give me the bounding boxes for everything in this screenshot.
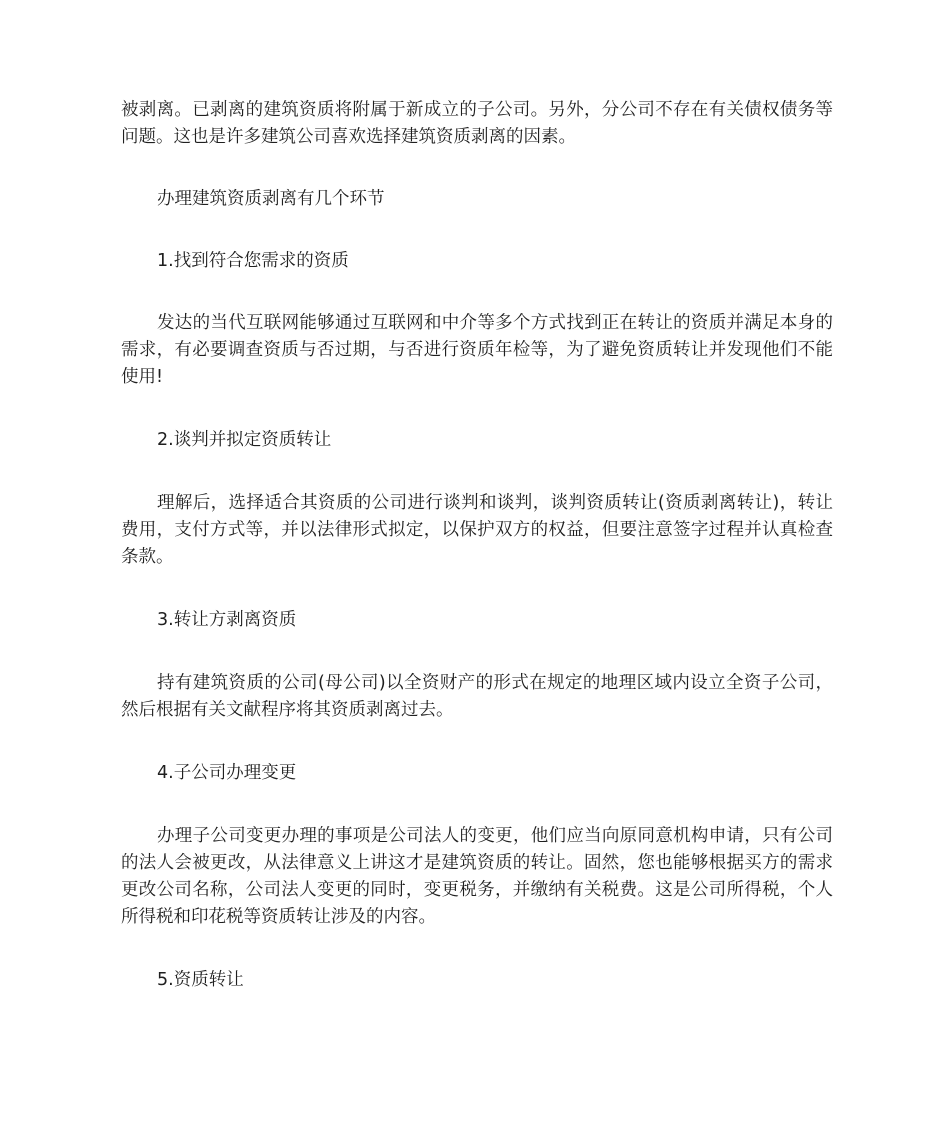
- body-paragraph: 被剥离。已剥离的建筑资质将附属于新成立的子公司。另外，分公司不存在有关债权债务等问题。这也是许多建筑公司喜欢选择建筑资质剥离的因素。: [121, 100, 833, 147]
- section-heading: 办理建筑资质剥离有几个环节: [157, 189, 385, 209]
- step-heading-4: 4.子公司办理变更: [157, 763, 297, 783]
- step-heading-1: 1.找到符合您需求的资质: [157, 251, 349, 271]
- step-heading-5: 5.资质转让: [157, 970, 244, 990]
- body-paragraph: 理解后，选择适合其资质的公司进行谈判和谈判，谈判资质转让(资质剥离转让)，转让费用，支付方式等，并以法律形式拟定，以保护双方的权益，但要注意签字过程并认真检查条款。: [121, 493, 833, 567]
- document-page: [121, 97, 833, 994]
- step-heading-2: 2.谈判并拟定资质转让: [157, 430, 332, 450]
- body-paragraph: 办理子公司变更办理的事项是公司法人的变更，他们应当向原同意机构申请，只有公司的法人会被更改，从法律意义上讲这才是建筑资质的转让。固然，您也能够根据买方的需求更改公司名称，公司法人变更的同时，变更税务，并缴纳有关税费。这是公司所得税，个人所得税和印花税等资质转让涉及的内容。: [121, 826, 833, 927]
- body-paragraph: 持有建筑资质的公司(母公司)以全资财产的形式在规定的地理区域内设立全资子公司，然后根据有关文献程序将其资质剥离过去。: [121, 673, 833, 720]
- body-paragraph: 发达的当代互联网能够通过互联网和中介等多个方式找到正在转让的资质并满足本身的需求，有必要调查资质与否过期，与否进行资质年检等，为了避免资质转让并发现他们不能使用!: [121, 313, 833, 387]
- step-heading-3: 3.转让方剥离资质: [157, 610, 297, 630]
